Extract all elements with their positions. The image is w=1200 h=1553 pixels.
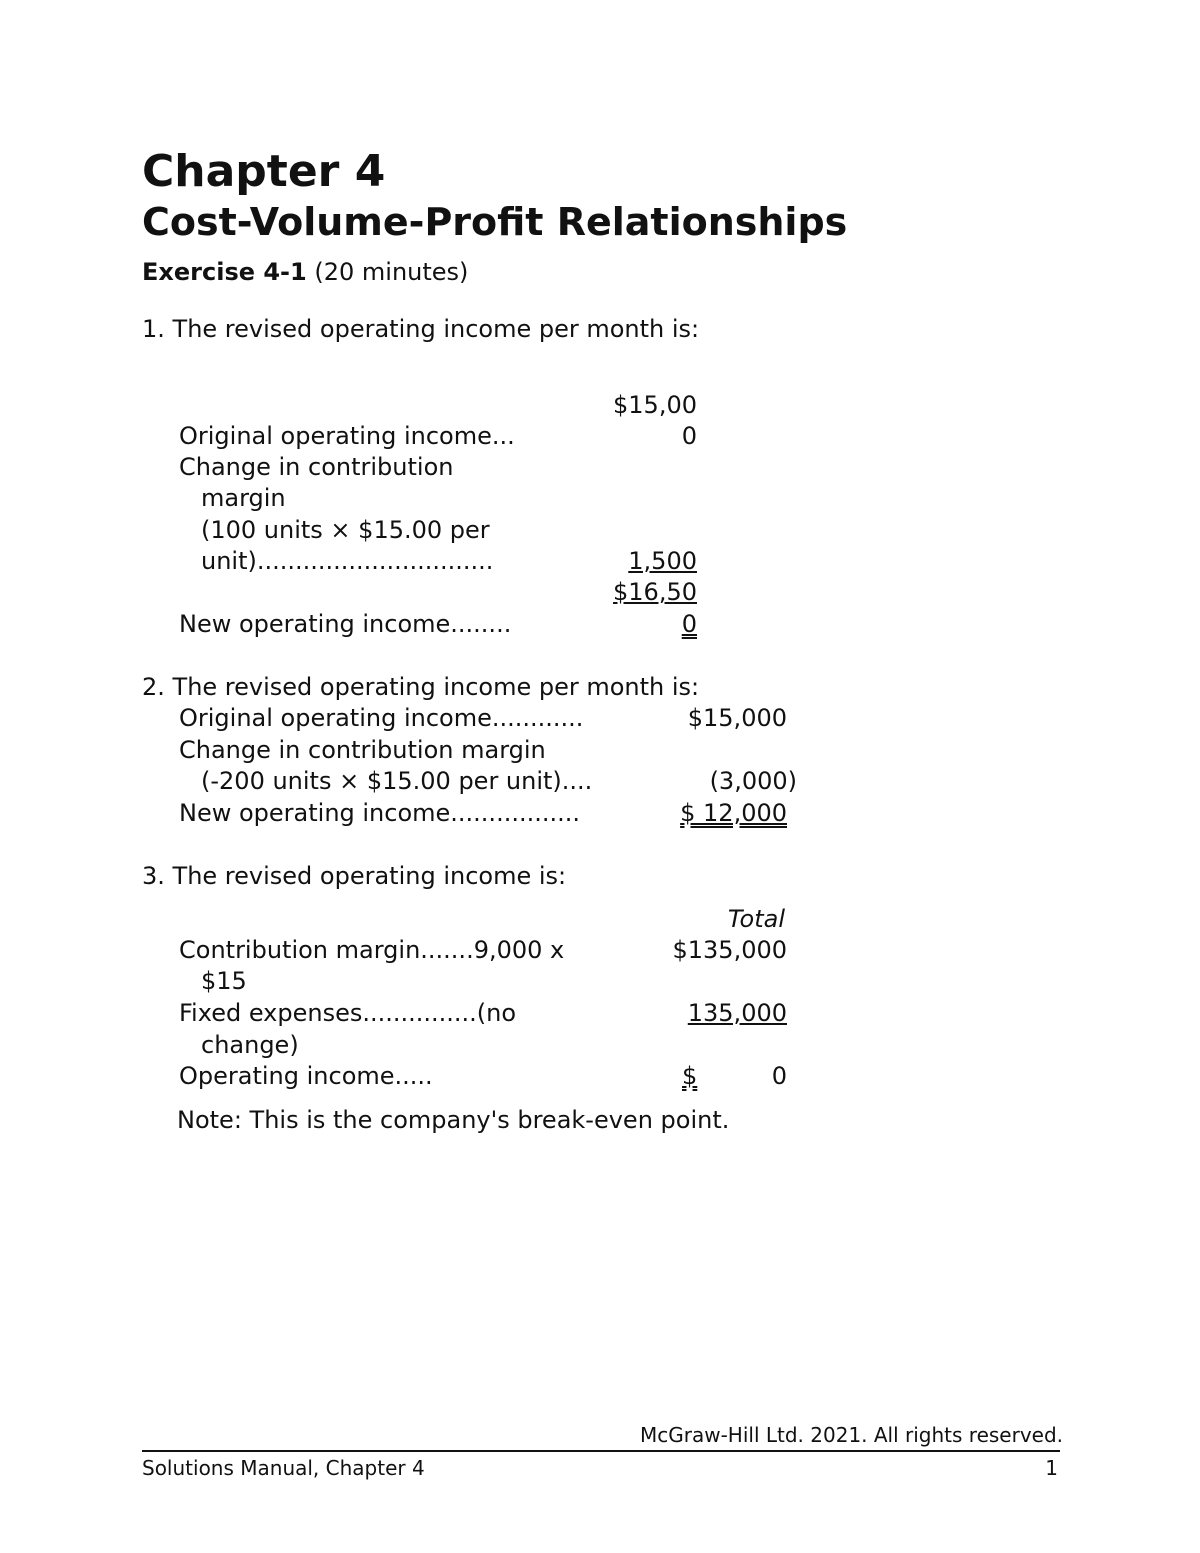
part3-fixed-value: 135,000	[687, 999, 787, 1027]
part3-cm-value: $135,000	[672, 936, 787, 964]
part3-fixed-label-line1: Fixed expenses...............(no	[179, 999, 517, 1027]
exercise-heading	[142, 258, 468, 286]
part1-original-label: Original operating income...	[179, 422, 515, 450]
footer-left-text: Solutions Manual, Chapter 4	[142, 1456, 425, 1480]
part1-new-value-line1: $16,50	[613, 578, 697, 606]
chapter-subtitle: Cost-Volume-Profit Relationships	[142, 200, 848, 244]
part3-cm-label-line1: Contribution margin.......9,000 x	[179, 936, 565, 964]
part3-oi-value: 0	[771, 1062, 787, 1090]
part1-original-value-line2: 0	[681, 422, 697, 450]
footer-copyright: McGraw-Hill Ltd. 2021. All rights reserved.	[640, 1423, 1064, 1447]
part2-change-label-line2: (-200 units × $15.00 per unit)....	[201, 767, 593, 795]
part2-change-value: (3,000)	[709, 767, 797, 795]
part1-new-label: New operating income........	[179, 610, 512, 638]
footer-page-number: 1	[1045, 1456, 1058, 1480]
part1-original-value-line1: $15,00	[613, 391, 697, 419]
part1-change-value: 1,500	[628, 547, 697, 575]
part1-change-label-line1: Change in contribution	[179, 453, 454, 481]
part3-cm-label-line2: $15	[201, 967, 247, 995]
part2-heading: 2. The revised operating income per month is:	[142, 673, 700, 701]
part2-original-value: $15,000	[687, 704, 787, 732]
part2-new-label: New operating income.................	[179, 799, 580, 827]
part3-heading: 3. The revised operating income is:	[142, 862, 567, 890]
part2-original-label: Original operating income............	[179, 704, 584, 732]
part3-note: Note: This is the company's break-even point.	[177, 1106, 730, 1134]
part1-new-value-line2: 0	[681, 610, 697, 638]
part1-heading: 1. The revised operating income per month is:	[142, 315, 700, 343]
part3-oi-dollar: $	[682, 1062, 698, 1090]
part3-oi-label: Operating income.....	[179, 1062, 433, 1090]
part1-change-label-line4: unit)...............................	[201, 547, 494, 575]
part2-new-value: $ 12,000	[680, 799, 787, 827]
chapter-title: Chapter 4	[142, 146, 386, 197]
part1-change-label-line2: margin	[201, 484, 286, 512]
part3-column-header: Total	[727, 905, 785, 933]
part1-change-label-line3: (100 units × $15.00 per	[201, 516, 490, 544]
exercise-time: (20 minutes)	[314, 258, 469, 286]
part2-change-label-line1: Change in contribution margin	[179, 736, 546, 764]
part3-oi-amount	[682, 1061, 787, 1092]
footer-rule	[142, 1450, 1060, 1452]
exercise-label: Exercise 4-1	[142, 258, 307, 286]
part3-fixed-label-line2: change)	[201, 1031, 299, 1059]
